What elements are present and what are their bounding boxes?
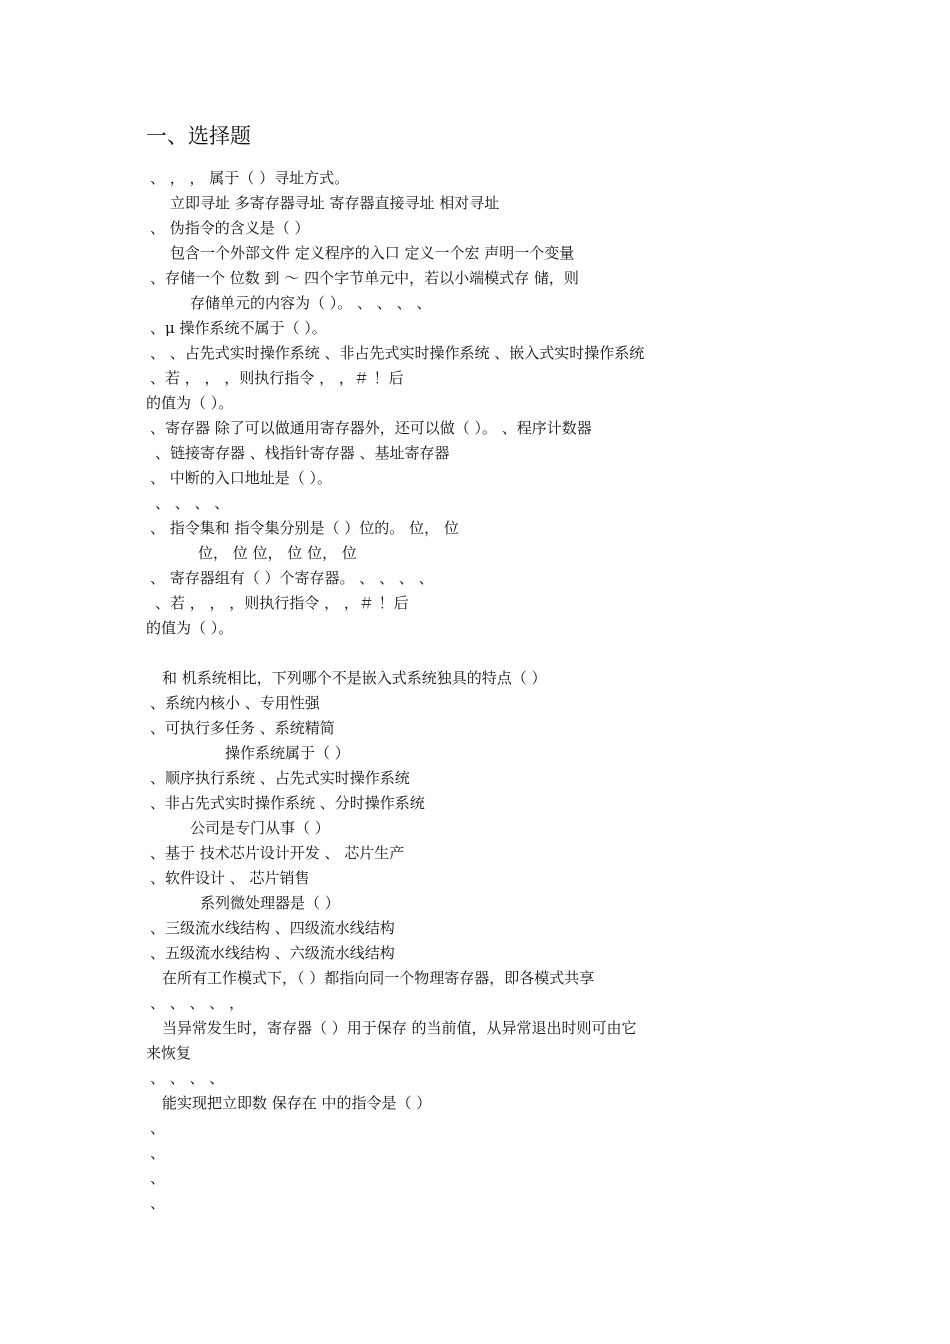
text-line: 的值为（ ）。: [146, 619, 234, 637]
text-line: 、存储一个 位数 到 ～ 四个字节单元中，若以小端模式存 储，则: [150, 269, 579, 287]
text-line: 的值为（ ）。: [146, 394, 234, 412]
text-line: 和 机系统相比，下列哪个不是嵌入式系统独具的特点（ ）: [162, 669, 547, 687]
text-line: 、若 ， ， ，则执行指令 ， ，＃ ！后: [150, 369, 404, 387]
text-line: 、顺序执行系统 、占先式实时操作系统: [150, 769, 410, 787]
text-line: 、: [150, 1144, 166, 1162]
text-line: 、 、 、 、 ，: [150, 994, 245, 1012]
text-line: 、若 ， ， ，则执行指令 ， ，＃ ！后: [155, 594, 409, 612]
text-line: 、 、 、 、: [155, 494, 230, 512]
text-line: 、系统内核小 、专用性强: [150, 694, 320, 712]
text-line: 操作系统属于（ ）: [225, 744, 350, 762]
text-line: 能实现把立即数 保存在 中的指令是（ ）: [162, 1094, 432, 1112]
text-line: 、μ 操作系统不属于（ ）。: [150, 319, 327, 337]
text-line: 、 ， ， 属于（ ）寻址方式。: [150, 169, 350, 187]
text-line: 包含一个外部文件 定义程序的入口 定义一个宏 声明一个变量: [170, 244, 575, 262]
text-line: 在所有工作模式下，（ ）都指向同一个物理寄存器，即各模式共享: [162, 969, 595, 987]
text-line: 、: [150, 1169, 166, 1187]
text-line: 位， 位 位， 位 位， 位: [198, 544, 357, 562]
text-line: 、: [150, 1119, 166, 1137]
text-line: 、 指令集和 指令集分别是（ ）位的。 位， 位: [150, 519, 459, 537]
section-heading: 一、选择题: [146, 124, 251, 148]
text-line: 公司是专门从事（ ）: [190, 819, 330, 837]
text-line: 、基于 技术芯片设计开发 、 芯片生产: [150, 844, 405, 862]
text-line: 当异常发生时，寄存器（ ）用于保存 的当前值，从异常退出时则可由它: [162, 1019, 637, 1037]
text-line: 、 、 、 、: [150, 1069, 225, 1087]
text-line: 、 中断的入口地址是（ ）。: [150, 469, 333, 487]
text-line: 、 寄存器组有（ ）个寄存器。 、 、 、 、: [150, 569, 434, 587]
text-line: 立即寻址 多寄存器寻址 寄存器直接寻址 相对寻址: [170, 194, 500, 212]
text-line: 、寄存器 除了可以做通用寄存器外，还可以做（ ）。 、程序计数器: [150, 419, 592, 437]
text-line: 、三级流水线结构 、四级流水线结构: [150, 919, 395, 937]
text-line: 、五级流水线结构 、六级流水线结构: [150, 944, 395, 962]
text-line: 、 、占先式实时操作系统 、非占先式实时操作系统 、嵌入式实时操作系统: [150, 344, 645, 362]
text-line: 、软件设计 、 芯片销售: [150, 869, 310, 887]
text-line: 、 伪指令的含义是（ ）: [150, 219, 310, 237]
text-line: 、链接寄存器 、栈指针寄存器 、基址寄存器: [155, 444, 450, 462]
text-line: 存储单元的内容为（ ）。 、 、 、 、: [190, 294, 432, 312]
text-line: 、非占先式实时操作系统 、分时操作系统: [150, 794, 425, 812]
text-line: 、可执行多任务 、系统精简: [150, 719, 335, 737]
text-line: 系列微处理器是（ ）: [200, 894, 340, 912]
text-line: 来恢复: [146, 1044, 192, 1062]
text-line: 、: [150, 1194, 166, 1212]
